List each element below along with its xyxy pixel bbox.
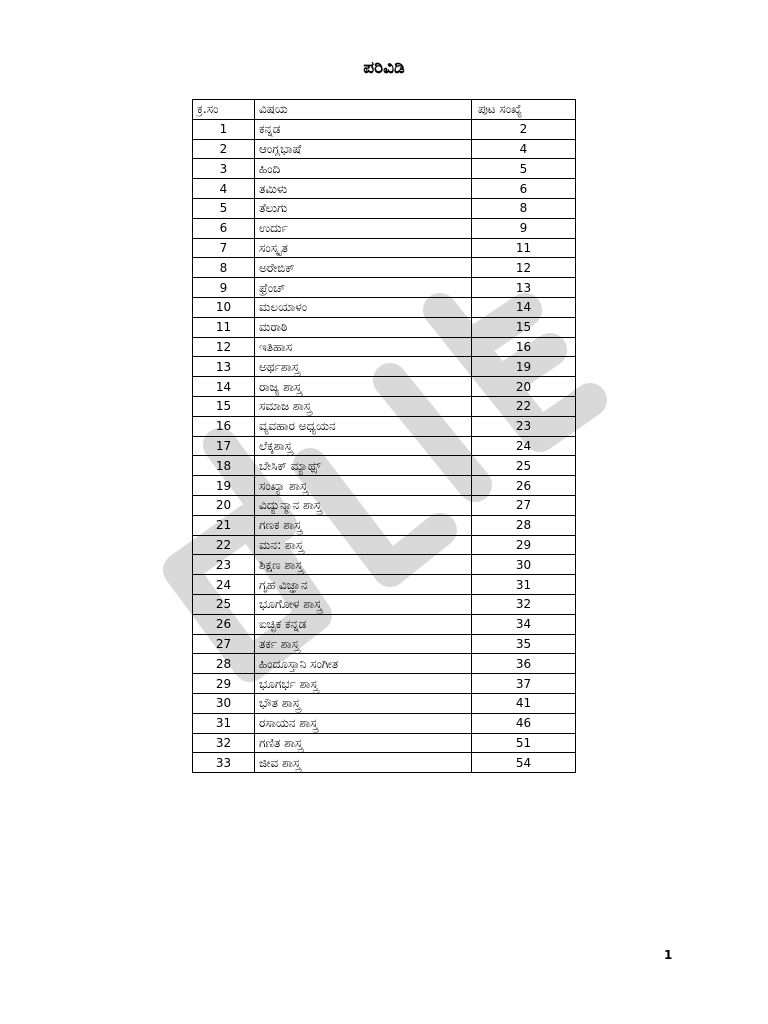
page-number-cell: 16 <box>472 337 576 357</box>
page-number-cell: 28 <box>472 515 576 535</box>
subject-name: ಗಣಿತ ಶಾಸ್ತ್ರ <box>255 733 472 753</box>
subject-name: ವಿದ್ಯುನ್ಮಾನ ಶಾಸ್ತ್ರ <box>255 495 472 515</box>
subject-name: ಆಂಗ್ಲಭಾಷೆ <box>255 139 472 159</box>
page-number-cell: 2 <box>472 119 576 139</box>
table-row <box>193 753 576 773</box>
page-number-cell: 54 <box>472 753 576 773</box>
page-number-cell: 20 <box>472 377 576 397</box>
page-number-cell: 36 <box>472 654 576 674</box>
table-row <box>193 575 576 595</box>
page-number-cell: 32 <box>472 594 576 614</box>
table-row <box>193 396 576 416</box>
serial-number: 23 <box>193 555 255 575</box>
page-number-cell: 22 <box>472 396 576 416</box>
subject-name: ವ್ಯವಹಾರ ಅಧ್ಯಯನ <box>255 416 472 436</box>
subject-name: ಸಂಖ್ಯಾ ಶಾಸ್ತ್ರ <box>255 476 472 496</box>
serial-number: 13 <box>193 357 255 377</box>
table-row <box>193 535 576 555</box>
subject-name: ಮನ: ಶಾಸ್ತ್ರ <box>255 535 472 555</box>
subject-name: ಇತಿಹಾಸ <box>255 337 472 357</box>
table-row <box>193 416 576 436</box>
serial-number: 20 <box>193 495 255 515</box>
serial-number: 4 <box>193 179 255 199</box>
page-number-cell: 15 <box>472 317 576 337</box>
subject-name: ಬೇಸಿಕ್ ಮ್ಯಾಥ್ಸ್ <box>255 456 472 476</box>
table-row <box>193 179 576 199</box>
table-row <box>193 297 576 317</box>
subject-name: ಉರ್ದು <box>255 218 472 238</box>
page-number-cell: 31 <box>472 575 576 595</box>
page-number-cell: 9 <box>472 218 576 238</box>
serial-number: 14 <box>193 377 255 397</box>
subject-name: ಹಿಂದಿ <box>255 159 472 179</box>
serial-number: 5 <box>193 198 255 218</box>
subject-name: ಮಲಯಾಳಂ <box>255 297 472 317</box>
page-number-cell: 4 <box>472 139 576 159</box>
page-number-cell: 35 <box>472 634 576 654</box>
subject-name: ಗಣಕ ಶಾಸ್ತ್ರ <box>255 515 472 535</box>
page-number-cell: 29 <box>472 535 576 555</box>
subject-name: ತಮಿಳು <box>255 179 472 199</box>
serial-number: 30 <box>193 693 255 713</box>
subject-name: ಫ್ರೆಂಚ್ <box>255 278 472 298</box>
table-row <box>193 119 576 139</box>
table-row <box>193 555 576 575</box>
page-number-cell: 13 <box>472 278 576 298</box>
table-row <box>193 515 576 535</box>
page-number-cell: 12 <box>472 258 576 278</box>
subject-name: ಭೂಗೋಳ ಶಾಸ್ತ್ರ <box>255 594 472 614</box>
table-row <box>193 377 576 397</box>
table-row <box>193 278 576 298</box>
serial-number: 7 <box>193 238 255 258</box>
table-header-row <box>193 100 576 120</box>
subject-name: ಭೌತ ಶಾಸ್ತ್ರ <box>255 693 472 713</box>
subject-name: ತರ್ಕ ಶಾಸ್ತ್ರ <box>255 634 472 654</box>
table-row <box>193 674 576 694</box>
serial-number: 10 <box>193 297 255 317</box>
header-page-number: ಪುಟ ಸಂಖ್ಯೆ <box>472 100 576 120</box>
serial-number: 32 <box>193 733 255 753</box>
page-number-cell: 23 <box>472 416 576 436</box>
page-number-cell: 34 <box>472 614 576 634</box>
subject-name: ತೆಲುಗು <box>255 198 472 218</box>
subject-name: ಮರಾಠಿ <box>255 317 472 337</box>
table-row <box>193 733 576 753</box>
subject-name: ಸಂಸ್ಕೃತ <box>255 238 472 258</box>
serial-number: 26 <box>193 614 255 634</box>
serial-number: 19 <box>193 476 255 496</box>
table-row <box>193 713 576 733</box>
page-number-cell: 26 <box>472 476 576 496</box>
table-row <box>193 476 576 496</box>
page-number-cell: 11 <box>472 238 576 258</box>
subject-name: ಭೂಗರ್ಭ ಶಾಸ್ತ್ರ <box>255 674 472 694</box>
page-number-cell: 8 <box>472 198 576 218</box>
serial-number: 18 <box>193 456 255 476</box>
table-row <box>193 159 576 179</box>
serial-number: 6 <box>193 218 255 238</box>
table-row <box>193 198 576 218</box>
subject-name: ಜೀವ ಶಾಸ್ತ್ರ <box>255 753 472 773</box>
table-row <box>193 218 576 238</box>
table-row <box>193 654 576 674</box>
page-title: ಪರಿವಿಡಿ <box>363 58 405 78</box>
table-row <box>193 634 576 654</box>
serial-number: 22 <box>193 535 255 555</box>
subject-name: ಕನ್ನಡ <box>255 119 472 139</box>
page-number-cell: 30 <box>472 555 576 575</box>
subject-name: ಅರ್ಥಶಾಸ್ತ್ರ <box>255 357 472 377</box>
table-row <box>193 693 576 713</box>
page-number-cell: 24 <box>472 436 576 456</box>
page-number-cell: 19 <box>472 357 576 377</box>
table-row <box>193 238 576 258</box>
serial-number: 29 <box>193 674 255 694</box>
serial-number: 21 <box>193 515 255 535</box>
serial-number: 27 <box>193 634 255 654</box>
serial-number: 9 <box>193 278 255 298</box>
table-row <box>193 357 576 377</box>
serial-number: 15 <box>193 396 255 416</box>
serial-number: 33 <box>193 753 255 773</box>
subject-name: ಗೃಹ ವಿಜ್ಞಾನ <box>255 575 472 595</box>
page-number-cell: 14 <box>472 297 576 317</box>
header-serial-number: ಕ್ರ.ಸಂ <box>193 100 255 120</box>
serial-number: 12 <box>193 337 255 357</box>
subject-name: ಹಿಂದೂಸ್ತಾನಿ ಸಂಗೀತ <box>255 654 472 674</box>
table-row <box>193 317 576 337</box>
table-row <box>193 614 576 634</box>
table-row <box>193 594 576 614</box>
page-number: 1 <box>664 948 673 962</box>
serial-number: 1 <box>193 119 255 139</box>
subject-name: ರಸಾಯನ ಶಾಸ್ತ್ರ <box>255 713 472 733</box>
subject-name: ಅರೇಬಿಕ್ <box>255 258 472 278</box>
serial-number: 11 <box>193 317 255 337</box>
serial-number: 8 <box>193 258 255 278</box>
subject-name: ಲೆಕ್ಕಶಾಸ್ತ್ರ <box>255 436 472 456</box>
table-row <box>193 456 576 476</box>
serial-number: 24 <box>193 575 255 595</box>
table-row <box>193 495 576 515</box>
table-row <box>193 337 576 357</box>
subject-name: ಐಚ್ಛಿಕ ಕನ್ನಡ <box>255 614 472 634</box>
subject-name: ಶಿಕ್ಷಣ ಶಾಸ್ತ್ರ <box>255 555 472 575</box>
page-number-cell: 51 <box>472 733 576 753</box>
table-row <box>193 139 576 159</box>
page-number-cell: 6 <box>472 179 576 199</box>
subject-name: ಸಮಾಜ ಶಾಸ್ತ್ರ <box>255 396 472 416</box>
serial-number: 3 <box>193 159 255 179</box>
table-row <box>193 436 576 456</box>
page-number-cell: 41 <box>472 693 576 713</box>
serial-number: 2 <box>193 139 255 159</box>
contents-table <box>192 99 576 773</box>
header-subject: ವಿಷಯ <box>255 100 472 120</box>
page-number-cell: 37 <box>472 674 576 694</box>
serial-number: 25 <box>193 594 255 614</box>
subject-name: ರಾಜ್ಯ ಶಾಸ್ತ್ರ <box>255 377 472 397</box>
page-number-cell: 5 <box>472 159 576 179</box>
serial-number: 31 <box>193 713 255 733</box>
page-number-cell: 25 <box>472 456 576 476</box>
table-row <box>193 258 576 278</box>
serial-number: 17 <box>193 436 255 456</box>
page-number-cell: 27 <box>472 495 576 515</box>
page-number-cell: 46 <box>472 713 576 733</box>
serial-number: 16 <box>193 416 255 436</box>
serial-number: 28 <box>193 654 255 674</box>
